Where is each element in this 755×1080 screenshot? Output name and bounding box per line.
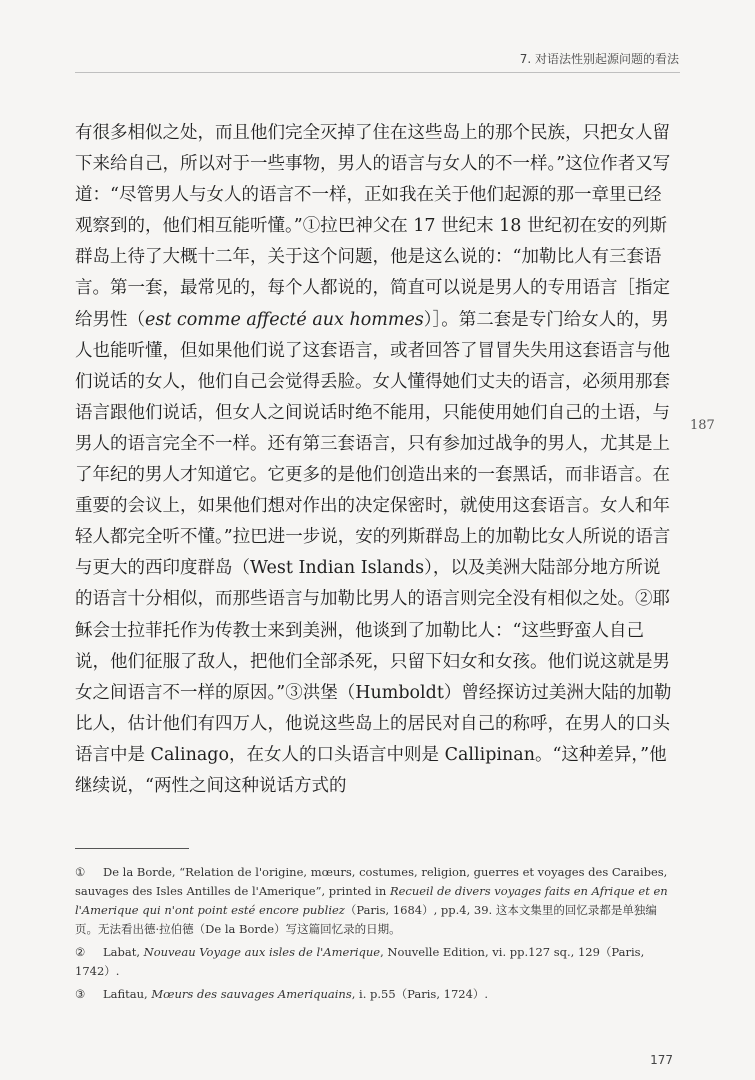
- footnote-2-mark: ②: [75, 945, 86, 959]
- footnote-2-text: Labat,: [103, 945, 144, 959]
- footnote-1-mark: ①: [75, 865, 86, 879]
- header-rule: [75, 72, 680, 73]
- footnote-1: [75, 863, 673, 939]
- footnote-1-text-end: （Paris, 1684）, pp.4, 39. 这本文集里的回忆录都是单独编页。无法看出德·拉伯德（De la Borde）写这篇回忆录的日期。: [75, 903, 657, 936]
- footnote-3-text-end: , i. p.55（Paris, 1724）.: [351, 987, 489, 1001]
- body-text-part-2: ）］。第二套是专门给女人的，男人也能听懂，但如果他们说了这套语言，或者回答了冒冒失失用这套语言与他们说话的女人，他们自己会觉得丢脸。女人懂得她们丈夫的语言，必须用那套语言跟他们说话，但女人之间说话时绝不能用，只能使用她们自己的土语，与男人的语言完全不一样。还有第三套语言，只有参加过战争的男人，尤其是上了年纪的男人才知道它。它更多的是他们创造出来的一套黑话，而非语言。在重要的会议上，如果他们想对作出的决定保密时，就使用这套语言。女人和年轻人都完全听不懂。”拉巴进一步说，安的列斯群岛上的加勒比女人所说的语言与更大的西印度群岛（West Indian Islands），以及美洲大陆部分地方所说的语言十分相似，而那些语言与加勒比男人的语言则完全没有相似之处。②耶稣会士拉菲托作为传教士来到美洲，他谈到了加勒比人：“这些野蛮人自己说，他们征服了敌人，把他们全部杀死，只留下妇女和女孩。他们说这就是男女之间语言不一样的原因。”③洪堡（Humboldt）曾经探访过美洲大陆的加勒比人，估计他们有四万人，他说这些岛上的居民对自己的称呼，在男人的口头语言中是 Calinago，在女人的口头语言中则是 Callipinan。“这种差异，”他继续说，“两性之间这种说话方式的: [75, 309, 672, 796]
- footnote-2: [75, 943, 673, 981]
- footnote-1-text: De la Borde, “Relation de l'origine, mœurs, costumes, religion, guerres et voyages des Caraibes, sauvages des Isles Antilles de l'Amerique”, printed in: [75, 865, 668, 898]
- footnote-1-title: Recueil de divers voyages faits en Afrique et en l'Amerique qui n'ont point esté encore publiez: [75, 884, 668, 917]
- footnote-3-mark: ③: [75, 987, 86, 1001]
- running-head: 7. 对语法性别起源问题的看法: [519, 52, 679, 66]
- footnote-3-text: Lafitau,: [103, 987, 152, 1001]
- footnote-2-title: Nouveau Voyage aux isles de l'Amerique: [143, 945, 381, 959]
- footnotes: [75, 863, 673, 1008]
- footnote-3: [75, 985, 673, 1004]
- page-number: 177: [650, 1053, 673, 1067]
- body-text-part-1: 有很多相似之处，而且他们完全灭掉了住在这些岛上的那个民族，只把女人留下来给自己，所以对于一些事物，男人的语言与女人的不一样。”这位作者又写道：“尽管男人与女人的语言不一样，正如我在关于他们起源的那一章里已经观察到的，他们相互能听懂。”①拉巴神父在 17 世纪末 18 世纪初在安的列斯群岛上待了大概十二年，关于这个问题，他是这么说的：“加勒比人有三套语言。第一套，最常见的，每个人都说的，简直可以说是男人的专用语言［指定给男性（: [75, 123, 671, 330]
- margin-page-number: 187: [690, 418, 715, 433]
- body-paragraph: [75, 118, 673, 802]
- body-italic-phrase: est comme affecté aux hommes: [145, 309, 424, 330]
- footnote-3-title: Mœurs des sauvages Ameriquains: [151, 987, 352, 1001]
- footnote-rule: [75, 848, 189, 849]
- footnote-2-text-end: , Nouvelle Edition, vi. pp.127 sq., 129（Paris, 1742）.: [75, 945, 645, 978]
